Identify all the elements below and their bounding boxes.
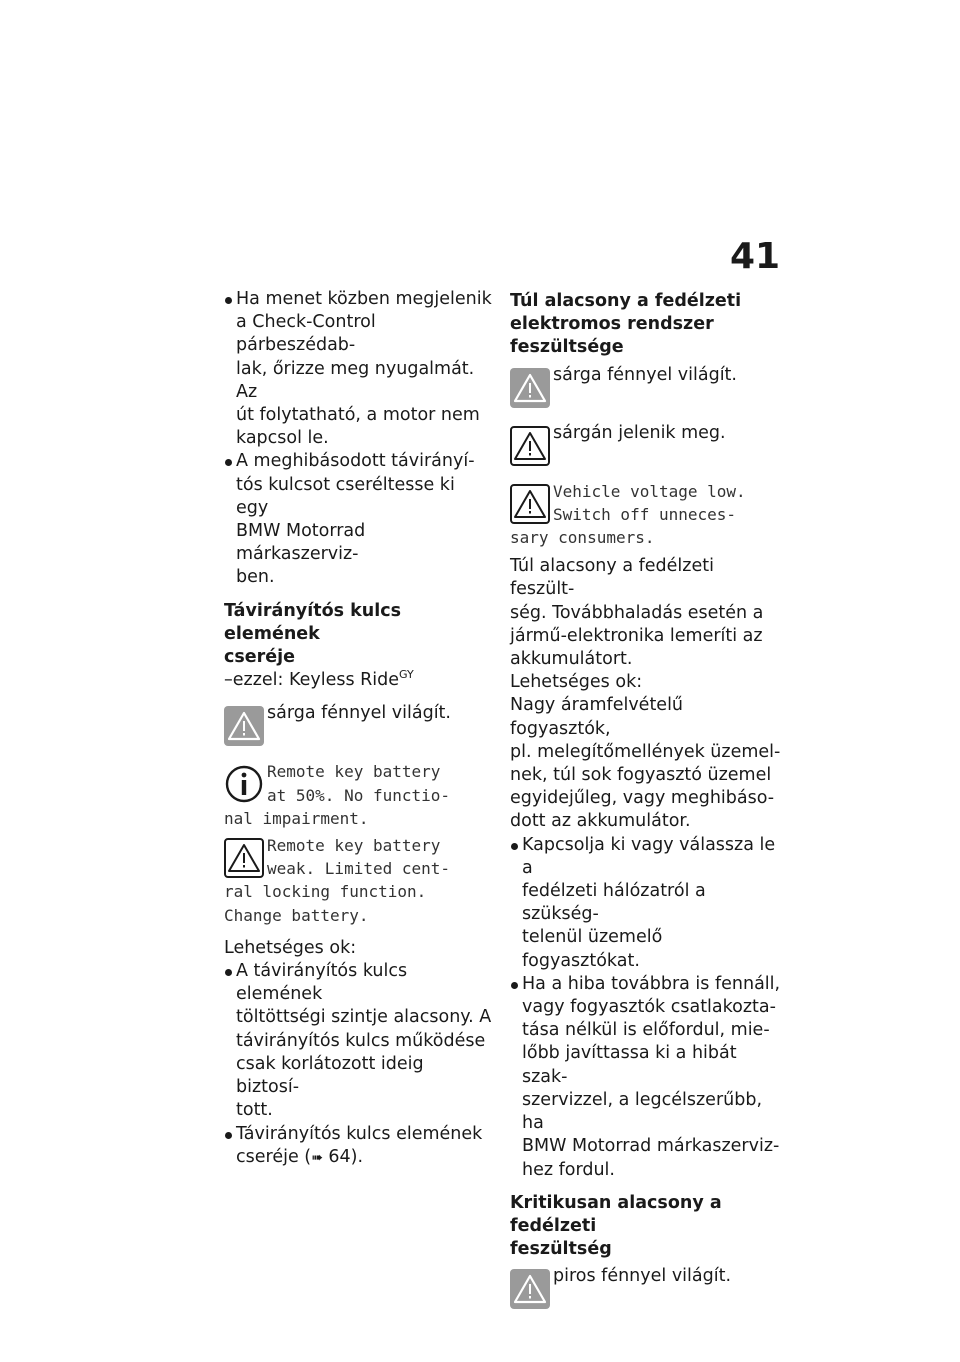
text-line: út folytatható, a motor nem	[236, 405, 480, 426]
text-line: pl. melegítőmellények üzemel-	[510, 741, 781, 762]
heading-line: elektromos rendszer	[510, 314, 714, 335]
text-line: telenül üzemelő fogyasztókat.	[522, 927, 663, 971]
text-line: lak, őrizze meg nyugalmát. Az	[236, 358, 475, 402]
text-line: tása nélkül is előfordul, mie-	[522, 1020, 770, 1041]
heading-line: Távirányítós kulcs elemének	[224, 600, 401, 644]
text-line: jármű-elektronika lemeríti az	[510, 625, 763, 646]
warning-text: sárgán jelenik meg.	[553, 422, 726, 443]
text-line: a Check-Control párbeszédab-	[236, 312, 376, 356]
text-line: Kapcsolja ki vagy válassza le a	[522, 834, 776, 878]
warning-triangle-gray-icon	[510, 368, 550, 408]
text-line: tós kulcsot cseréltesse ki egy	[236, 474, 455, 518]
left-column	[224, 288, 492, 1170]
equipment-label: –ezzel: Keyless Ride	[224, 670, 400, 691]
list-item	[510, 834, 782, 973]
text-line: távirányítós kulcs működése	[236, 1030, 486, 1051]
voltage-message-row	[510, 480, 782, 550]
warning-text: sárga fénnyel világít.	[267, 703, 451, 724]
warning-triangle-outline-icon	[224, 838, 264, 878]
text-line: Ha menet közben megjelenik	[236, 289, 492, 309]
warning-triangle-outline-icon	[510, 484, 550, 524]
list-item	[224, 288, 492, 450]
message-line: sary consumers.	[510, 528, 655, 548]
text-line: ben.	[236, 567, 275, 588]
equipment-code: GY	[399, 668, 414, 682]
text-line: szervizzel, a legcélszerűbb, ha	[522, 1089, 763, 1134]
text-line: Távirányítós kulcs elemének	[236, 1123, 483, 1144]
message-line: weak. Limited cent-	[267, 859, 451, 879]
text-line: fedélzeti hálózatról a szükség-	[522, 881, 706, 925]
text-line: A távirányítós kulcs elemének	[236, 961, 408, 1005]
equipment-note	[224, 669, 492, 692]
causes-label: Lehetséges ok:	[510, 672, 643, 693]
heading-line: Túl alacsony a fedélzeti	[510, 291, 742, 311]
message-line: at 50%. No functio-	[267, 785, 451, 805]
page-reference-arrow-icon[interactable]: ➠	[311, 1149, 323, 1166]
warning-appear-row	[510, 422, 782, 470]
text-line: Túl alacsony a fedélzeti feszült-	[510, 556, 714, 600]
section-heading	[224, 600, 492, 670]
text-line: töltöttségi szintje alacsony. A	[236, 1007, 492, 1028]
text-line: A meghibásodott távirányí-	[236, 451, 475, 472]
info-icon	[224, 764, 264, 804]
voltage-message	[510, 480, 782, 550]
text-line: Nagy áramfelvételű fogyasztók,	[510, 695, 684, 739]
page-reference[interactable]: 64).	[322, 1146, 364, 1167]
warning-text: sárga fénnyel világít.	[553, 364, 737, 385]
message-line: Remote key battery	[267, 836, 441, 856]
message-line: Change battery.	[224, 905, 369, 925]
info-message-row	[224, 760, 492, 830]
text-line: kapcsol le.	[236, 428, 329, 449]
text-line: hez fordul.	[522, 1159, 615, 1180]
message-line: Switch off unneces-	[553, 504, 737, 524]
message-line: Vehicle voltage low.	[553, 481, 746, 501]
bullet-list-top	[224, 288, 492, 590]
text-line-with-link	[236, 1146, 492, 1170]
section-heading	[510, 1192, 782, 1262]
heading-line: feszültsége	[510, 337, 624, 358]
message-line: Remote key battery	[267, 762, 441, 782]
warning-triangle-gray-icon	[510, 1269, 550, 1309]
text-line: BMW Motorrad márkaszerviz-	[522, 1136, 780, 1157]
bullet-list-bottom	[224, 960, 492, 1170]
causes-text	[510, 694, 782, 833]
text-line: tott.	[236, 1100, 273, 1121]
text-line: BMW Motorrad márkaszerviz-	[236, 521, 366, 565]
description	[510, 555, 782, 671]
text-line: vagy fogyasztók csatlakozta-	[522, 997, 776, 1018]
text-line: nek, túl sok fogyasztó üzemel	[510, 765, 772, 786]
warning-yellow-row	[510, 364, 782, 412]
message-line: ral locking function.	[224, 882, 427, 902]
heading-line: feszültség	[510, 1239, 612, 1260]
heading-line: Kritikusan alacsony a fedélzeti	[510, 1192, 722, 1236]
heading-line: cseréje	[224, 647, 296, 668]
list-item	[510, 973, 782, 1182]
warning-red-row	[510, 1265, 782, 1313]
list-item	[224, 960, 492, 1122]
text-line: ség. Továbbhaladás esetén a	[510, 602, 764, 623]
info-message	[224, 760, 492, 830]
text-line: lőbb javíttassa ki a hibát szak-	[522, 1043, 737, 1087]
warning-triangle-gray-icon	[224, 706, 264, 746]
text-line: Ha a hiba továbbra is fennáll,	[522, 973, 781, 994]
list-item	[224, 450, 492, 589]
message-line: nal impairment.	[224, 808, 369, 828]
bullet-list	[510, 834, 782, 1182]
text-line: akkumulátort.	[510, 649, 633, 670]
page-number: 41	[730, 236, 781, 277]
section-heading	[510, 290, 782, 360]
list-item	[224, 1123, 492, 1170]
text-line: dott az akkumulátor.	[510, 811, 691, 832]
warning-text: piros fénnyel világít.	[553, 1266, 732, 1287]
right-column	[510, 288, 782, 1313]
text-line: csak korlátozott ideig biztosí-	[236, 1053, 424, 1098]
text-fragment: cseréje (	[236, 1146, 312, 1167]
causes-label: Lehetséges ok:	[224, 937, 357, 958]
warning-yellow-row	[224, 702, 492, 750]
warning-message	[224, 834, 492, 927]
warning-triangle-outline-icon	[510, 426, 550, 466]
text-line: egyidejűleg, vagy meghibáso-	[510, 788, 775, 809]
warning-message-row	[224, 834, 492, 927]
